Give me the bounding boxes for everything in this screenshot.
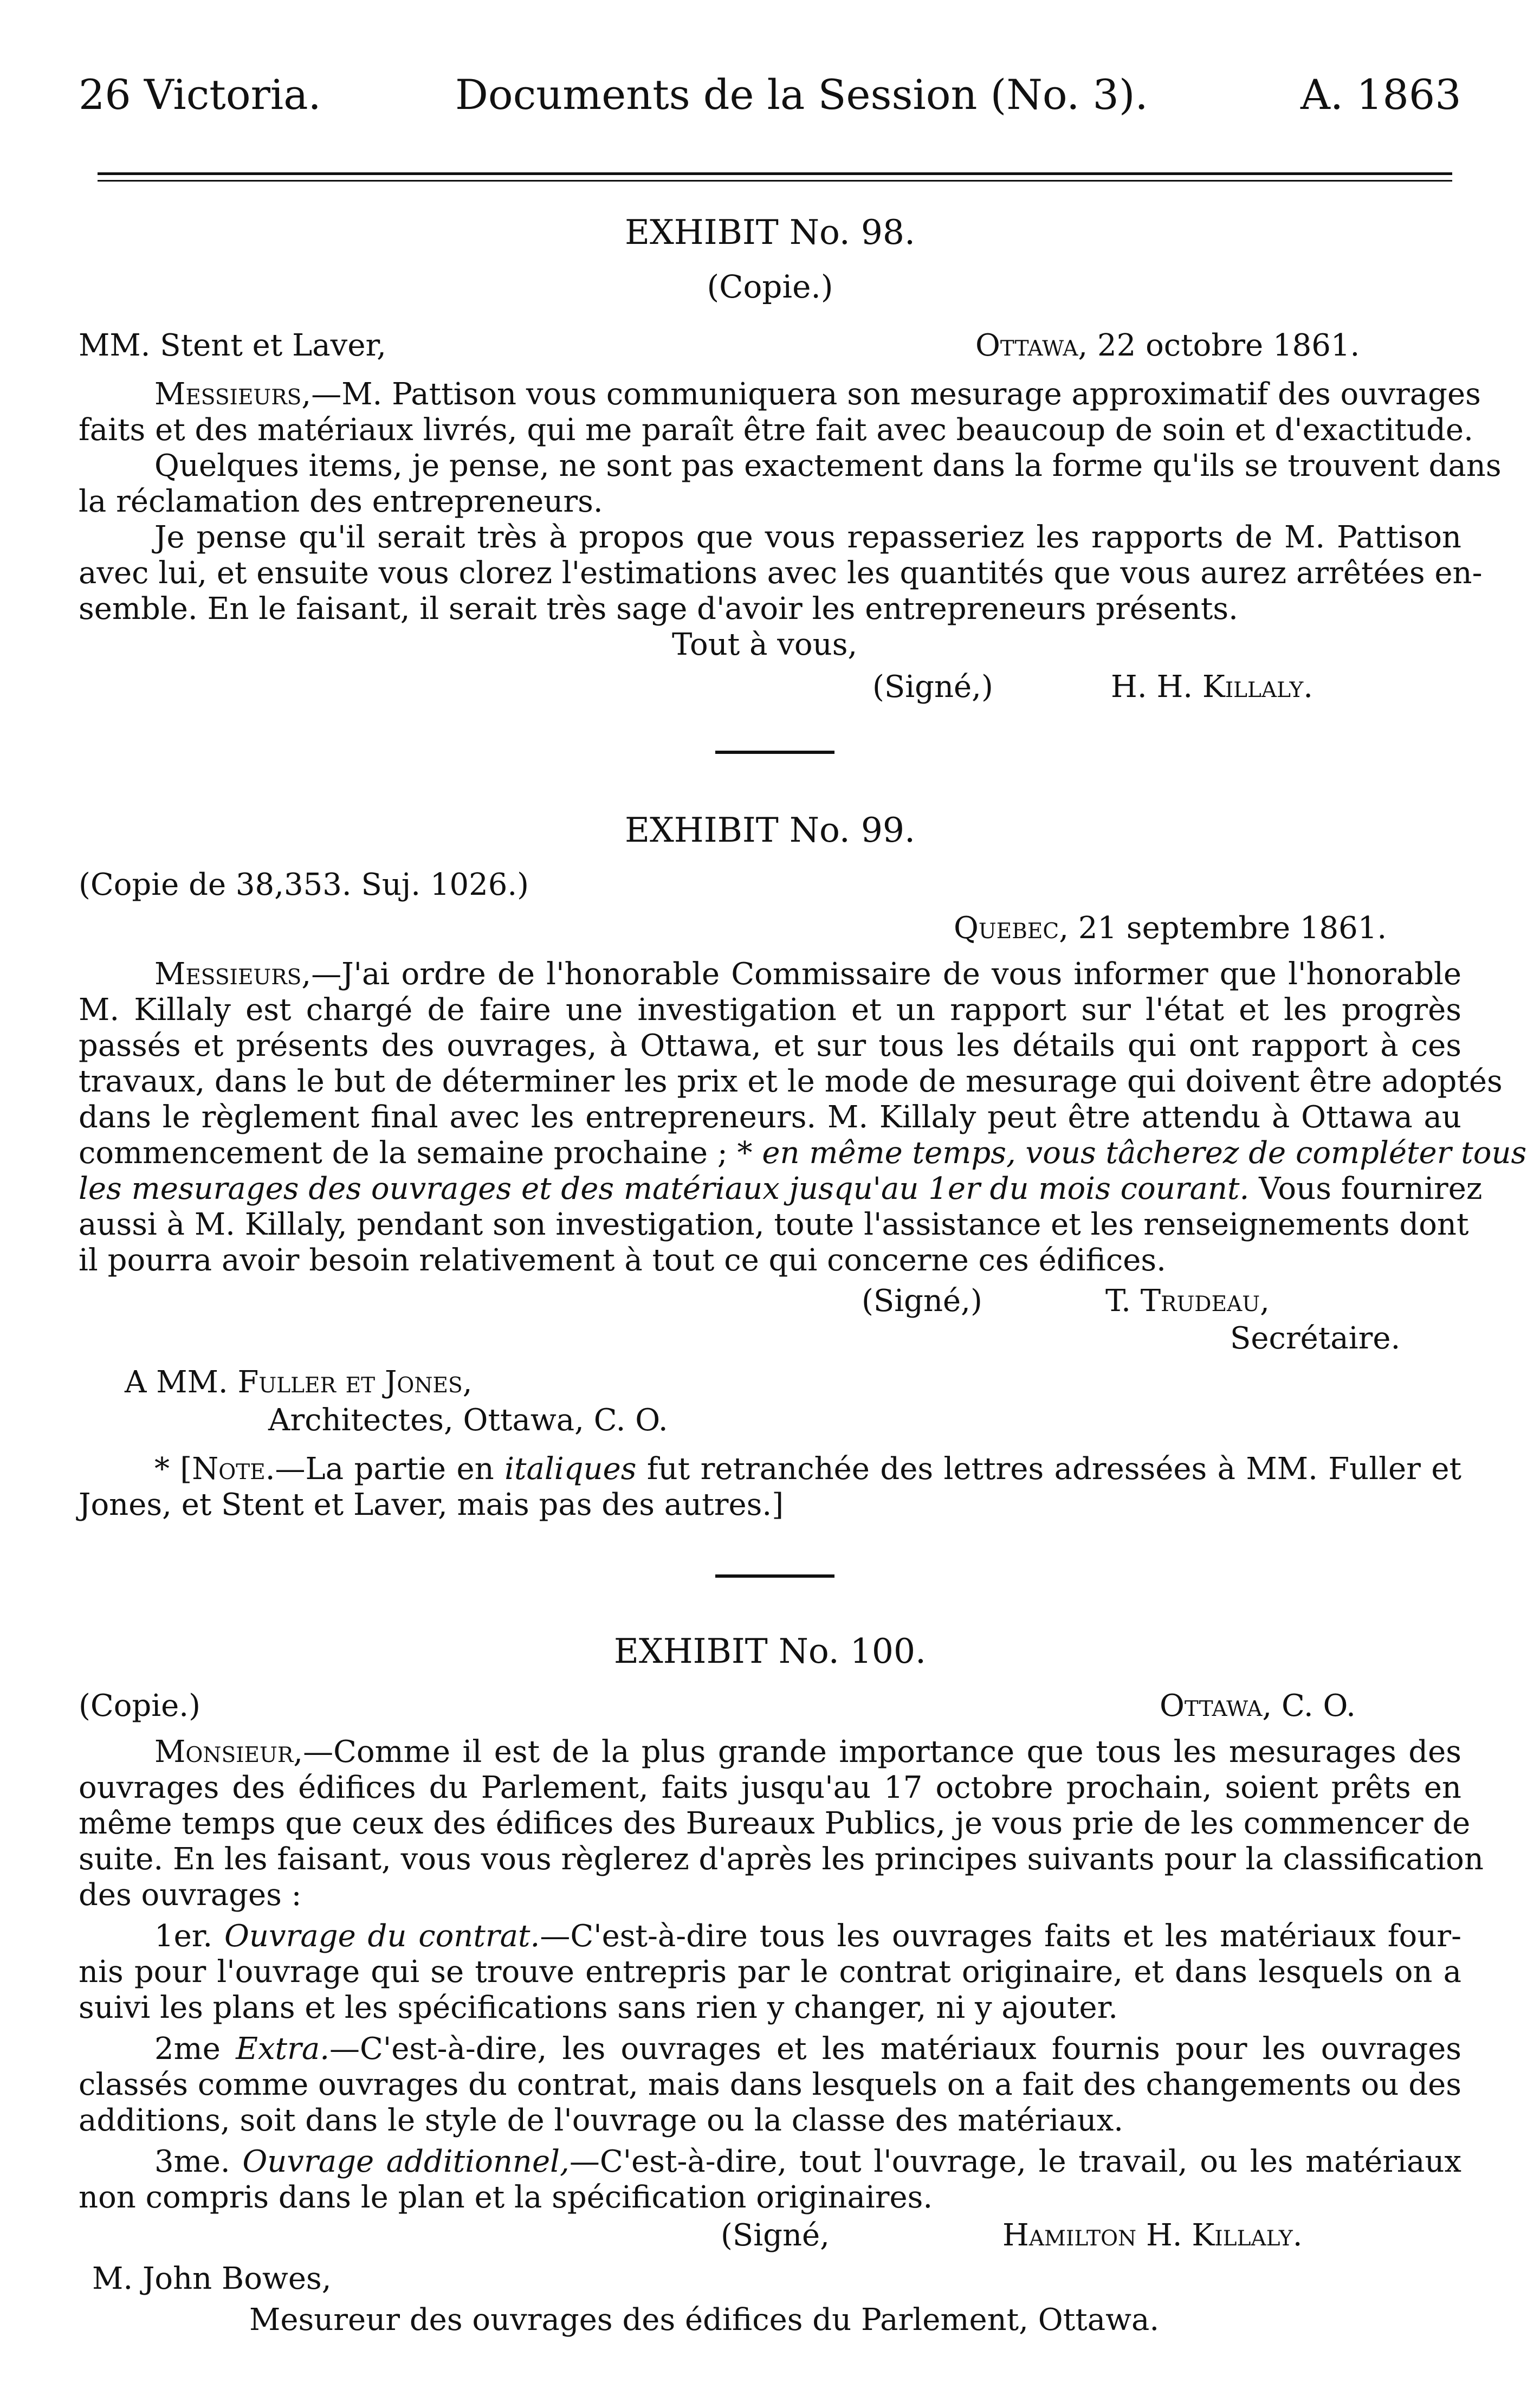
exhibit-99-line-4: travaux, dans le but de déterminer les prix et le mode de mesurage qui doivent être adoptés bbox=[79, 1064, 1503, 1099]
exhibit-98-closing: Tout à vous, bbox=[672, 627, 858, 662]
exhibit-98-line-7: semble. En le faisant, il serait très sage d'avoir les entrepreneurs présents. bbox=[79, 591, 1238, 627]
header-year: A. 1863 bbox=[1300, 70, 1461, 119]
exhibit-99-copy-ref: (Copie de 38,353. Suj. 1026.) bbox=[79, 867, 529, 902]
exhibit-100-line-5: des ouvrages : bbox=[79, 1877, 302, 1913]
exhibit-100-item-2-line-2: classés comme ouvrages du contrat, mais dans lesquels on a fait des changements ou des bbox=[79, 2067, 1461, 2102]
exhibit-100-item-3-line-2: non compris dans le plan et la spécification originaires. bbox=[79, 2180, 933, 2215]
exhibit-99-line-8: aussi à M. Killaly, pendant son investigation, toute l'assistance et les renseignements dont bbox=[79, 1207, 1469, 1242]
exhibit-100-line-4: suite. En les faisant, vous vous règlerez d'après les principes suivants pour la classification bbox=[79, 1842, 1484, 1877]
exhibit-99-line-6: commencement de la semaine prochaine ; * en même temps, vous tâcherez de compléter tous bbox=[79, 1135, 1527, 1171]
header-rule bbox=[98, 172, 1452, 175]
exhibit-98-line-6: avec lui, et ensuite vous clorez l'estimations avec les quantités que vous aurez arrêtées en- bbox=[79, 556, 1483, 591]
exhibit-98-title: EXHIBIT No. 98. bbox=[624, 212, 916, 252]
exhibit-99-dateline: Quebec, 21 septembre 1861. bbox=[954, 911, 1387, 946]
exhibit-100-item-2: 2me Extra.—C'est-à-dire, les ouvrages et les matériaux fournis pour les ouvrages bbox=[154, 2031, 1461, 2067]
exhibit-98-line-1: Messieurs,—M. Pattison vous communiquera son mesurage approximatif des ouvrages bbox=[154, 377, 1481, 412]
section-divider bbox=[715, 751, 834, 754]
header-rule-thin bbox=[98, 180, 1452, 182]
exhibit-99-line-5: dans le règlement final avec les entrepreneurs. M. Killaly peut être attendu à Ottawa au bbox=[79, 1100, 1461, 1135]
exhibit-99-signer: T. Trudeau, bbox=[1105, 1283, 1270, 1319]
exhibit-98-line-3: Quelques items, je pense, ne sont pas exactement dans la forme qu'ils se trouvent dans bbox=[154, 448, 1502, 483]
exhibit-99-note-line-2: Jones, et Stent et Laver, mais pas des autres.] bbox=[79, 1487, 784, 1522]
exhibit-100-addressee-line-2: Mesureur des ouvrages des édifices du Parlement, Ottawa. bbox=[249, 2302, 1160, 2338]
exhibit-99-title: EXHIBIT No. 99. bbox=[624, 810, 916, 850]
exhibit-100-line-3: même temps que ceux des édifices des Bureaux Publics, je vous prie de les commencer de bbox=[79, 1806, 1471, 1841]
exhibit-98-line-5: Je pense qu'il serait très à propos que vous repasseriez les rapports de M. Pattison bbox=[154, 520, 1461, 555]
exhibit-100-item-1-line-3: suivi les plans et les spécifications sans rien y changer, ni y ajouter. bbox=[79, 1990, 1118, 2025]
exhibit-99-line-1: Messieurs,—J'ai ordre de l'honorable Commissaire de vous informer que l'honorable bbox=[154, 957, 1461, 992]
exhibit-99-addressee: A MM. Fuller et Jones, bbox=[125, 1365, 473, 1400]
exhibit-99-signer-title: Secrétaire. bbox=[1230, 1321, 1401, 1356]
exhibit-98-copy: (Copie.) bbox=[707, 268, 833, 305]
exhibit-99-line-9: il pourra avoir besoin relativement à tout ce qui concerne ces édifices. bbox=[79, 1243, 1166, 1278]
exhibit-98-signer: H. H. Killaly. bbox=[1111, 669, 1313, 705]
exhibit-99-line-7: les mesurages des ouvrages et des matériaux jusqu'au 1er du mois courant. Vous fournirez bbox=[79, 1171, 1483, 1206]
exhibit-99-addressee-line-2: Architectes, Ottawa, C. O. bbox=[268, 1403, 668, 1438]
exhibit-99-line-3: passés et présents des ouvrages, à Ottawa, et sur tous les détails qui ont rapport à ces bbox=[79, 1028, 1461, 1063]
exhibit-100-line-1: Monsieur,—Comme il est de la plus grande importance que tous les mesurages des bbox=[154, 1734, 1461, 1770]
exhibit-98-dateline: Ottawa, 22 octobre 1861. bbox=[975, 328, 1360, 363]
exhibit-98-line-2: faits et des matériaux livrés, qui me paraît être fait avec beaucoup de soin et d'exactitude. bbox=[79, 412, 1473, 448]
exhibit-99-note-line-1: * [Note.—La partie en italiques fut retranchée des lettres adressées à MM. Fuller et bbox=[154, 1451, 1461, 1487]
exhibit-99-line-2: M. Killaly est chargé de faire une investigation et un rapport sur l'état et les progrès bbox=[79, 992, 1461, 1028]
exhibit-99-signed: (Signé,) bbox=[862, 1283, 982, 1319]
exhibit-100-line-2: ouvrages des édifices du Parlement, faits jusqu'au 17 octobre prochain, soient prêts en bbox=[79, 1770, 1461, 1805]
exhibit-100-item-1: 1er. Ouvrage du contrat.—C'est-à-dire tous les ouvrages faits et les matériaux four- bbox=[154, 1919, 1461, 1954]
header-title: Documents de la Session (No. 3). bbox=[455, 70, 1148, 119]
exhibit-100-dateline: Ottawa, C. O. bbox=[1160, 1688, 1356, 1723]
exhibit-100-item-1-line-2: nis pour l'ouvrage qui se trouve entrepris par le contrat originaire, et dans lesquels on a bbox=[79, 1954, 1461, 1990]
exhibit-98-signed: (Signé,) bbox=[872, 669, 993, 705]
exhibit-100-copy: (Copie.) bbox=[79, 1688, 200, 1723]
exhibit-100-signed: (Signé, bbox=[721, 2218, 830, 2253]
exhibit-98-addressee: MM. Stent et Laver, bbox=[79, 328, 386, 363]
header-volume: 26 Victoria. bbox=[79, 70, 321, 119]
section-divider bbox=[715, 1574, 834, 1578]
exhibit-100-signer: Hamilton H. Killaly. bbox=[1002, 2218, 1303, 2253]
exhibit-100-item-3: 3me. Ouvrage additionnel,—C'est-à-dire, tout l'ouvrage, le travail, ou les matériaux bbox=[154, 2144, 1461, 2179]
exhibit-98-line-4: la réclamation des entrepreneurs. bbox=[79, 484, 603, 519]
exhibit-100-item-2-line-3: additions, soit dans le style de l'ouvrage ou la classe des matériaux. bbox=[79, 2103, 1124, 2138]
exhibit-100-addressee: M. John Bowes, bbox=[92, 2261, 332, 2296]
exhibit-100-title: EXHIBIT No. 100. bbox=[613, 1631, 927, 1671]
